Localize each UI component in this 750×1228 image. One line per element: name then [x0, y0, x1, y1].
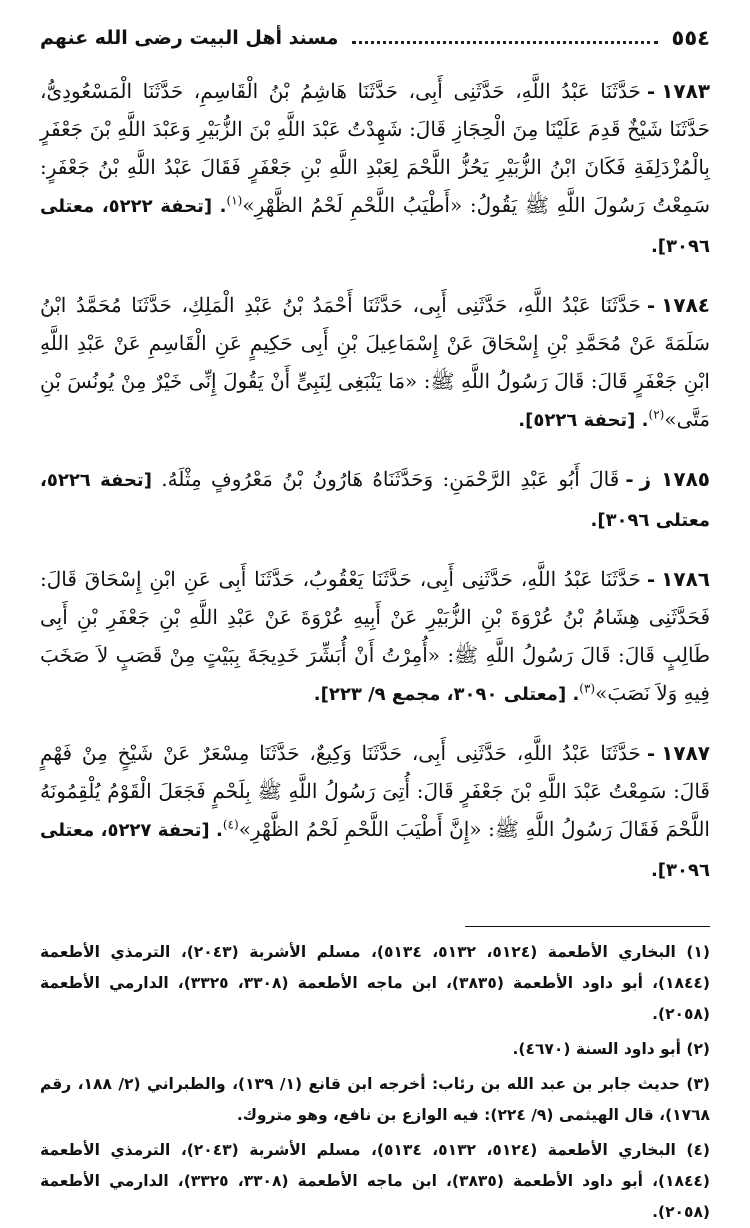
- page-number: ٥٥٤: [671, 26, 710, 50]
- footnote-1: (١) البخاري الأطعمة (٥١٢٤، ٥١٣٢، ٥١٣٤)، مسلم الأشربة (٢٠٤٣)، الترمذي الأطعمة (١٨٤٤)، أبو داود الأطعمة (٣٨٣٥)، ابن ماجه الأطعمة (٣٣٠٨، ٣٣٢٥)، الدارمي الأطعمة (٢٠٥٨).: [40, 943, 710, 1023]
- hadith-number: ١٧٨٤: [661, 293, 710, 317]
- hadith-text: حَدَّثَنَا عَبْدُ اللَّهِ، حَدَّثَنِى أَبِى، حَدَّثَنَا وَكِيعٌ، حَدَّثَنَا مِسْعَرٌ عَنْ شَيْخٍ مِنْ فَهْمٍ قَالَ: سَمِعْتُ عَبْدَ اللَّهِ بْنَ جَعْفَرٍ قَالَ: أُتِىَ رَسُولُ اللَّهِ ﷺ بِلَحْمٍ فَجَعَلَ الْقَوْمُ يُلْقِمُونَهُ اللَّحْمَ فَقَالَ رَسُولُ اللَّهِ ﷺ: «إِنَّ أَطْيَبَ اللَّحْمِ لَحْمُ الظَّهْرِ»: [40, 741, 710, 841]
- footnote-mark[interactable]: (٢): [648, 407, 665, 422]
- running-header: [40, 18, 710, 58]
- hadith-reference: . [تحفة ٥٢٢٧، معتلى ٣٠٩٦].: [40, 820, 710, 881]
- book-page: [40, 18, 711, 1221]
- footnotes: [40, 937, 710, 1228]
- footnote-3: (٣) حديث جابر بن عبد الله بن رئاب: أخرجه ابن قانع (١/ ١٣٩)، والطبراني (٢/ ١٨٨، رقم ١٧٦٨)، قال الهيثمى (٩/ ٢٢٤): فيه الوازع بن نافع، وهو متروك.: [40, 1075, 711, 1124]
- hadith-text: حَدَّثَنَا عَبْدُ اللَّهِ، حَدَّثَنِى أَبِى، حَدَّثَنَا يَعْقُوبُ، حَدَّثَنَا أَبِى عَنِ ابْنِ إِسْحَاقَ قَالَ: فَحَدَّثَنِى هِشَامُ بْنُ عُرْوَةَ بْنِ الزُّبَيْرِ عَنْ أَبِيهِ عُرْوَةَ عَنْ عَبْدِ اللَّهِ بْنِ جَعْفَرِ بْنِ أَبِى طَالِبٍ قَالَ: قَالَ رَسُولُ اللَّهِ ﷺ: «أُمِرْتُ أَنْ أُبَشِّرَ خَدِيجَةَ بِبَيْتٍ مِنْ قَصَبٍ لاَ صَخَبَ فِيهِ وَلاَ نَصَبَ»: [40, 567, 710, 705]
- hadith-1785: ١٧٨٥ ز-قَالَ أَبُو عَبْدِ الرَّحْمَنِ: وَحَدَّثَنَاهُ هَارُونُ بْنُ مَعْرُوفٍ مِثْلَهُ. [تحفة ٥٢٢٦، معتلى ٣٠٩٦].: [40, 467, 710, 531]
- hadith-reference: . [تحفة ٥٢٢٢، معتلى ٣٠٩٦].: [40, 196, 710, 257]
- hadith-number: ١٧٨٧: [661, 741, 710, 765]
- header-dot-leader: [352, 41, 657, 44]
- header-title: مسند أهل البيت رضى الله عنهم: [40, 27, 339, 49]
- footnote-mark[interactable]: (٣): [579, 681, 596, 696]
- hadith-number: ١٧٨٣: [661, 79, 710, 103]
- hadith-1784: ١٧٨٤-حَدَّثَنَا عَبْدُ اللَّهِ، حَدَّثَنِى أَبِى، حَدَّثَنَا أَحْمَدُ بْنُ عَبْدِ الْمَلِكِ، حَدَّثَنَا مُحَمَّدُ ابْنُ سَلَمَةَ عَنْ مُحَمَّدِ بْنِ إِسْحَاقَ عَنْ إِسْمَاعِيلَ بْنِ أَبِى حَكِيمٍ عَنِ الْقَاسِمِ عَنْ عَبْدِ اللَّهِ ابْنِ جَعْفَرٍ قَالَ: قَالَ رَسُولُ اللَّهِ ﷺ: «مَا يَنْبَغِى لِنَبِىٍّ أَنْ يَقُولَ إِنِّى خَيْرٌ مِنْ يُونُسَ بْنِ مَتَّى»$^{(٢)}$. [تحفة ٥٢٢٦].: [40, 293, 710, 431]
- footnote-divider: [465, 926, 710, 927]
- hadith-text: حَدَّثَنَا عَبْدُ اللَّهِ، حَدَّثَنِى أَبِى، حَدَّثَنَا هَاشِمُ بْنُ الْقَاسِمِ، حَدَّثَنَا الْمَسْعُودِىُّ، حَدَّثَنَا شَيْخٌ قَدِمَ عَلَيْنَا مِنَ الْحِجَازِ قَالَ: شَهِدْتُ عَبْدَ اللَّهِ بْنَ الزُّبَيْرِ وَعَبْدَ اللَّهِ بْنَ جَعْفَرٍ بِالْمُزْدَلِفَةِ فَكَانَ ابْنُ الزُّبَيْرِ يَحُزُّ اللَّحْمَ لِعَبْدِ اللَّهِ بْنِ جَعْفَرٍ فَقَالَ عَبْدُ اللَّهِ بْنُ جَعْفَرٍ: سَمِعْتُ رَسُولَ اللَّهِ ﷺ يَقُولُ: «أَطْيَبُ اللَّحْمِ لَحْمُ الظَّهْرِ»: [40, 79, 710, 217]
- footnote-4: (٤) البخاري الأطعمة (٥١٢٤، ٥١٣٢، ٥١٣٤)، مسلم الأشربة (٢٠٤٣)، الترمذي الأطعمة (١٨٤٤)، أبو داود الأطعمة (٣٨٣٥)، ابن ماجه الأطعمة (٣٣٠٨، ٣٣٢٥)، الدارمي الأطعمة (٢٠٥٨).: [40, 1141, 710, 1221]
- hadith-text: حَدَّثَنَا عَبْدُ اللَّهِ، حَدَّثَنِى أَبِى، حَدَّثَنَا أَحْمَدُ بْنُ عَبْدِ الْمَلِكِ، حَدَّثَنَا مُحَمَّدُ ابْنُ سَلَمَةَ عَنْ مُحَمَّدِ بْنِ إِسْحَاقَ عَنْ إِسْمَاعِيلَ بْنِ أَبِى حَكِيمٍ عَنِ الْقَاسِمِ عَنْ عَبْدِ اللَّهِ ابْنِ جَعْفَرٍ قَالَ: قَالَ رَسُولُ اللَّهِ ﷺ: «مَا يَنْبَغِى لِنَبِىٍّ أَنْ يَقُولَ إِنِّى خَيْرٌ مِنْ يُونُسَ بْنِ مَتَّى»: [40, 293, 710, 431]
- footnote-mark[interactable]: (٤): [222, 817, 239, 832]
- hadith-1786: ١٧٨٦-حَدَّثَنَا عَبْدُ اللَّهِ، حَدَّثَنِى أَبِى، حَدَّثَنَا يَعْقُوبُ، حَدَّثَنَا أَبِى عَنِ ابْنِ إِسْحَاقَ قَالَ: فَحَدَّثَنِى هِشَامُ بْنُ عُرْوَةَ بْنِ الزُّبَيْرِ عَنْ أَبِيهِ عُرْوَةَ عَنْ عَبْدِ اللَّهِ بْنِ جَعْفَرِ بْنِ أَبِى طَالِبٍ قَالَ: قَالَ رَسُولُ اللَّهِ ﷺ: «أُمِرْتُ أَنْ أُبَشِّرَ خَدِيجَةَ بِبَيْتٍ مِنْ قَصَبٍ لاَ صَخَبَ فِيهِ وَلاَ نَصَبَ»$^{(٣)}$. [معتلى ٣٠٩٠، مجمع ٩/ ٢٢٣].: [40, 567, 710, 705]
- hadith-1783: ١٧٨٣-حَدَّثَنَا عَبْدُ اللَّهِ، حَدَّثَنِى أَبِى، حَدَّثَنَا هَاشِمُ بْنُ الْقَاسِمِ، حَدَّثَنَا الْمَسْعُودِىُّ، حَدَّثَنَا شَيْخٌ قَدِمَ عَلَيْنَا مِنَ الْحِجَازِ قَالَ: شَهِدْتُ عَبْدَ اللَّهِ بْنَ الزُّبَيْرِ وَعَبْدَ اللَّهِ بْنَ جَعْفَرٍ بِالْمُزْدَلِفَةِ فَكَانَ ابْنُ الزُّبَيْرِ يَحُزُّ اللَّحْمَ لِعَبْدِ اللَّهِ بْنِ جَعْفَرٍ فَقَالَ عَبْدُ اللَّهِ بْنُ جَعْفَرٍ: سَمِعْتُ رَسُولَ اللَّهِ ﷺ يَقُولُ: «أَطْيَبُ اللَّحْمِ لَحْمُ الظَّهْرِ»$^{(١)}$. [تحفة ٥٢٢٢، معتلى ٣٠٩٦].: [40, 79, 710, 257]
- hadith-reference: [تحفة ٥٢٢٦، معتلى ٣٠٩٦].: [40, 470, 710, 531]
- hadith-number: ١٧٨٥ ز: [639, 467, 710, 491]
- hadith-reference: . [تحفة ٥٢٢٦].: [518, 410, 649, 431]
- footnote-mark[interactable]: (١): [226, 193, 243, 208]
- hadith-text: قَالَ أَبُو عَبْدِ الرَّحْمَنِ: وَحَدَّثَنَاهُ هَارُونُ بْنُ مَعْرُوفٍ مِثْلَهُ.: [161, 467, 620, 491]
- hadith-reference: . [معتلى ٣٠٩٠، مجمع ٩/ ٢٢٣].: [313, 684, 580, 705]
- footnote-2: (٢) أبو داود السنة (٤٦٧٠).: [512, 1040, 710, 1058]
- hadith-number: ١٧٨٦: [661, 567, 710, 591]
- hadith-1787: ١٧٨٧-حَدَّثَنَا عَبْدُ اللَّهِ، حَدَّثَنِى أَبِى، حَدَّثَنَا وَكِيعٌ، حَدَّثَنَا مِسْعَرٌ عَنْ شَيْخٍ مِنْ فَهْمٍ قَالَ: سَمِعْتُ عَبْدَ اللَّهِ بْنَ جَعْفَرٍ قَالَ: أُتِىَ رَسُولُ اللَّهِ ﷺ بِلَحْمٍ فَجَعَلَ الْقَوْمُ يُلْقِمُونَهُ اللَّحْمَ فَقَالَ رَسُولُ اللَّهِ ﷺ: «إِنَّ أَطْيَبَ اللَّحْمِ لَحْمُ الظَّهْرِ»$^{(٤)}$. [تحفة ٥٢٢٧، معتلى ٣٠٩٦].: [40, 741, 710, 881]
- hadith-list: [40, 72, 710, 890]
